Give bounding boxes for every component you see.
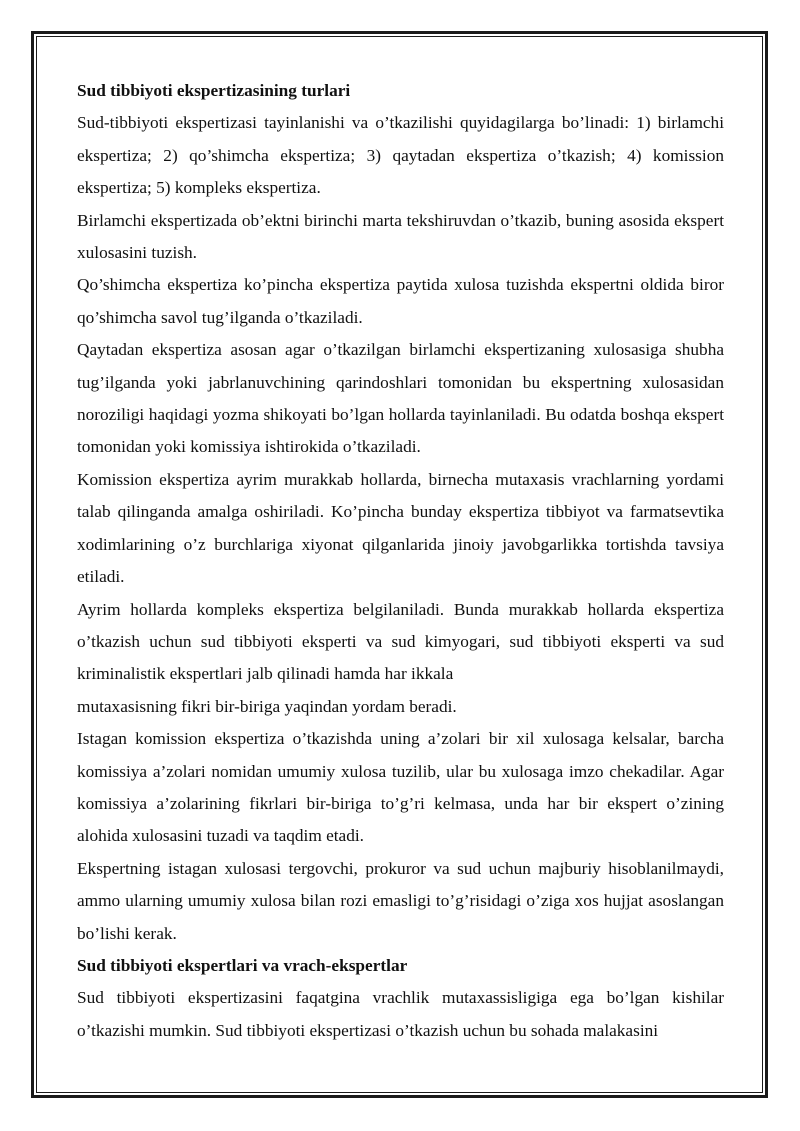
paragraph-expert-qualification: Sud tibbiyoti ekspertizasini faqatgina vrachlik mutaxassisligiga ega bo’lgan kishilar o’tkazishi mumkin. Sud tibbiyoti ekspertizasi o’tkazish uchun bu sohada malakasini bbox=[77, 988, 724, 1040]
paragraph-primary-expertise: Birlamchi ekspertizada ob’ektni birinchi marta tekshiruvdan o’tkazib, buning asosida ekspert xulosasini tuzish. bbox=[77, 210, 724, 263]
paragraph-conclusion-not-binding: Ekspertning istagan xulosasi tergovchi, prokuror va sud uchun majburiy hisoblanilmaydi, ammo ularning umumiy xulosa bilan rozi emasligi to’g’risidagi o’ziga xos hujjat asoslangan bo’lishi kerak. bbox=[77, 858, 724, 943]
paragraph-repeat-expertise: Qaytadan ekspertiza asosan agar o’tkazilgan birlamchi ekspertizaning xulosasiga shubha tug’ilganda yoki jabrlanuvchining qarindoshlari tomonidan bu ekspertning xulosasidan noroziligi haqidagi yozma shikoyati bo’lgan hollarda tayinlaniladi. Bu odatda boshqa ekspert tomonidan yoki komissiya ishtirokida o’tkaziladi. bbox=[77, 340, 724, 457]
paragraph-expertise-classification: Sud-tibbiyoti ekspertizasi tayinlanishi va o’tkazilishi quyidagilarga bo’linadi: 1) birlamchi ekspertiza; 2) qo’shimcha ekspertiza; 3) qaytadan ekspertiza o’tkazish; 4) komission ekspertiza; 5) kompleks ekspertiza. bbox=[77, 113, 724, 198]
paragraph-complex-expertise-continued: mutaxasisning fikri bir-biriga yaqindan yordam beradi. bbox=[77, 696, 457, 716]
section-heading-expertise-types: Sud tibbiyoti ekspertizasining turlari bbox=[77, 81, 351, 100]
paragraph-commission-expertise: Komission ekspertiza ayrim murakkab hollarda, birnecha mutaxasis vrachlarning yordami talab qilinganda amalga oshiriladi. Ko’pincha bunday ekspertiza tibbiyot va farmatsevtika xodimlarining o’z burchlariga xiyonat qilganlarida jinoiy javobgarlikka tortishda tavsiya etiladi. bbox=[77, 469, 724, 587]
paragraph-complex-expertise: Ayrim hollarda kompleks ekspertiza belgilaniladi. Bunda murakkab hollarda ekspertiza o’tkazish uchun sud tibbiyoti eksperti va sud kimyogari, sud tibbiyoti eksperti va sud kriminalistik ekspertlari jalb qilinadi hamda har ikkala bbox=[77, 599, 724, 684]
document-body bbox=[77, 75, 724, 1047]
paragraph-additional-expertise: Qo’shimcha ekspertiza ko’pincha ekspertiza paytida xulosa tuzishda ekspertni oldida biror qo’shimcha savol tug’ilganda o’tkaziladi. bbox=[77, 275, 724, 327]
paragraph-commission-conclusion: Istagan komission ekspertiza o’tkazishda uning a’zolari bir xil xulosaga kelsalar, barcha komissiya a’zolari nomidan umumiy xulosa tuzilib, ular bu xulosaga imzo chekadilar. Agar komissiya a’zolarining fikrlari bir-biriga to’g’ri kelmasa, unda har bir ekspert o’zining alohida xulosasini tuzadi va taqdim etadi. bbox=[77, 729, 724, 846]
section-heading-experts: Sud tibbiyoti ekspertlari va vrach-ekspertlar bbox=[77, 955, 408, 975]
